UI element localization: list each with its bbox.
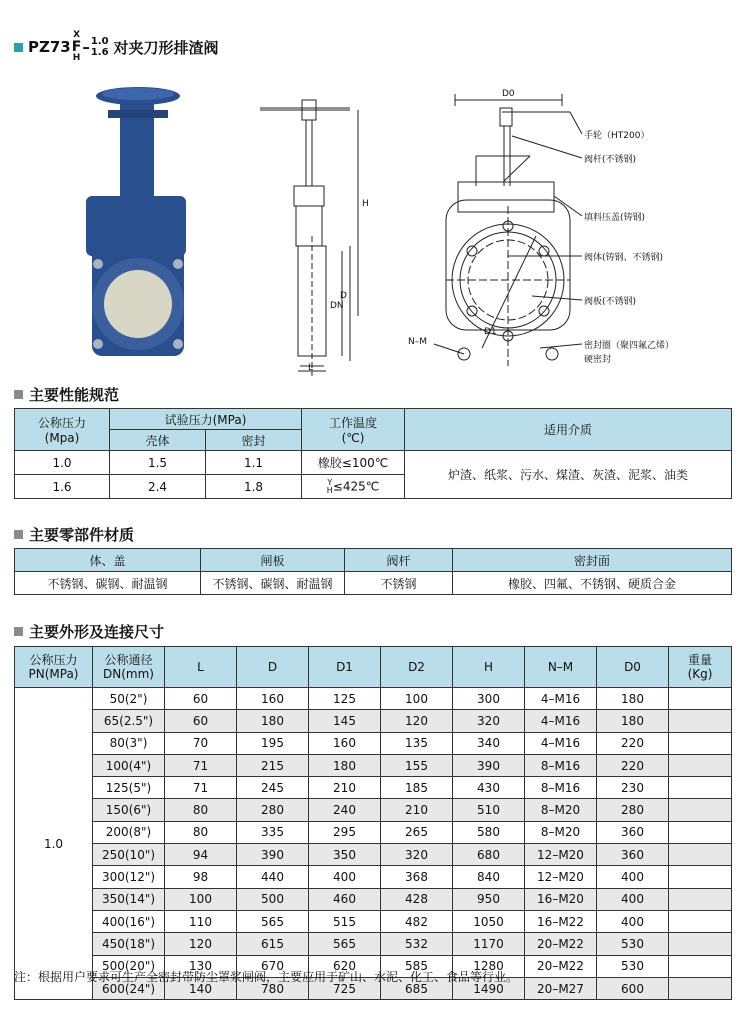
header-test-pressure: 试验压力(MPa) [110,409,302,430]
table-cell: 400 [597,888,669,910]
table-cell [669,844,732,866]
table-cell: 400 [597,910,669,932]
table-cell: 500 [237,888,309,910]
table-row: 1.0 1.5 1.1 橡胶≤100℃ 炉渣、纸浆、污水、煤渣、灰渣、泥浆、油类 [15,451,732,475]
header-col: D0 [597,647,669,688]
table-cell: 125 [309,688,381,710]
table-cell: 300(12") [93,866,165,888]
table-cell [669,888,732,910]
table-cell [669,754,732,776]
table-cell: 360 [597,844,669,866]
table-cell: 180 [237,710,309,732]
pn-cell: 1.0 [15,688,93,1000]
table-cell: 615 [237,933,309,955]
table-cell: 280 [597,799,669,821]
table-cell [669,866,732,888]
table-cell: 80 [165,799,237,821]
table-cell: 4–M16 [525,688,597,710]
table-cell [669,821,732,843]
table-row: 1.6 2.4 1.8 Y H ≤425℃ [15,475,732,499]
table-cell: 20–M22 [525,955,597,977]
header-col: H [453,647,525,688]
section-performance-title: 主要性能规范 [14,384,119,405]
performance-table [14,408,732,499]
model-number: PZ73 X F H – 1.0 1.6 [28,30,109,63]
table-cell: 1280 [453,955,525,977]
table-cell: 210 [309,777,381,799]
table-row [15,844,732,866]
footnote: 注：根据用户要求可生产全密封带防尘罩浆闸阀，主要应用于矿山、水泥、化工、食品等行业。 [14,970,519,984]
header-col: D1 [309,647,381,688]
table-cell: 210 [381,799,453,821]
table-cell: 130 [165,955,237,977]
table-cell: 65(2.5") [93,710,165,732]
table-cell: 460 [309,888,381,910]
table-cell: 515 [309,910,381,932]
table-cell: 320 [381,844,453,866]
table-cell: 16–M22 [525,910,597,932]
page-title [14,30,219,64]
table-cell [669,777,732,799]
table-cell: 430 [453,777,525,799]
table-cell: 100 [165,888,237,910]
table-cell: 620 [309,955,381,977]
table-cell: 600(24") [93,977,165,999]
label-h: H [362,199,369,209]
table-cell: 400 [597,866,669,888]
table-row [15,933,732,955]
table-cell: 585 [381,955,453,977]
table-cell: 80(3") [93,732,165,754]
table-cell: 350 [309,844,381,866]
table-cell: 340 [453,732,525,754]
table-row [15,732,732,754]
table-row [15,777,732,799]
table-cell: 500(20") [93,955,165,977]
table-row [15,866,732,888]
section-square-icon [14,390,23,399]
table-cell: 60 [165,710,237,732]
label-d1: D1 [484,327,497,337]
table-cell: 155 [381,754,453,776]
table-cell [669,933,732,955]
table-cell: 94 [165,844,237,866]
table-cell: 120 [165,933,237,955]
table-cell: 450(18") [93,933,165,955]
table-cell: 12–M20 [525,866,597,888]
table-cell [669,732,732,754]
label-dn: DN [330,301,344,311]
header-temp: 工作温度 (℃) [302,409,405,451]
table-cell: 400(16") [93,910,165,932]
label-l: L [308,363,314,373]
header-col: D [237,647,309,688]
label-handwheel: 手轮（HT200） [584,131,650,141]
table-cell: 125(5") [93,777,165,799]
table-cell: 110 [165,910,237,932]
header-col: 公称通径 DN(mm) [93,647,165,688]
table-cell: 250(10") [93,844,165,866]
table-cell: 100 [381,688,453,710]
table-cell: 4–M16 [525,710,597,732]
table-cell: 220 [597,754,669,776]
table-cell: 20–M22 [525,933,597,955]
table-cell: 530 [597,933,669,955]
table-cell [669,710,732,732]
table-row [15,910,732,932]
technical-drawing [250,86,730,386]
header-col: 重量 (Kg) [669,647,732,688]
table-row [15,799,732,821]
table-cell [669,977,732,999]
table-cell: 265 [381,821,453,843]
label-d: D [340,291,347,301]
section-square-icon [14,627,23,636]
table-cell: 50(2") [93,688,165,710]
table-cell: 680 [453,844,525,866]
table-cell: 390 [237,844,309,866]
header-col: N–M [525,647,597,688]
table-cell: 60 [165,688,237,710]
label-d0: D0 [502,89,515,99]
table-cell: 840 [453,866,525,888]
table-cell: 150(6") [93,799,165,821]
table-cell: 510 [453,799,525,821]
table-cell: 8–M20 [525,799,597,821]
table-cell: 12–M20 [525,844,597,866]
table-cell: 670 [237,955,309,977]
table-cell: 200(8") [93,821,165,843]
table-cell: 160 [237,688,309,710]
table-cell: 1490 [453,977,525,999]
table-cell: 8–M16 [525,777,597,799]
section-dimensions-title: 主要外形及连接尺寸 [14,621,164,642]
label-gland: 填料压盖(铸钢) [584,213,646,223]
table-cell: 685 [381,977,453,999]
table-cell: 1170 [453,933,525,955]
section-materials-title: 主要零部件材质 [14,524,134,545]
table-cell: 565 [237,910,309,932]
table-cell: 140 [165,977,237,999]
table-row: 不锈钢、碳钢、耐温钢 不锈钢、碳钢、耐温钢 不锈钢 橡胶、四氟、不锈钢、硬质合金 [15,572,732,595]
table-cell: 565 [309,933,381,955]
table-cell: 145 [309,710,381,732]
label-plate: 阀板(不锈钢) [584,297,637,307]
table-row [15,710,732,732]
table-cell: 280 [237,799,309,821]
title-square-icon [14,43,23,52]
table-cell: 70 [165,732,237,754]
table-cell: 1050 [453,910,525,932]
table-row [15,821,732,843]
table-cell: 195 [237,732,309,754]
table-cell: 71 [165,754,237,776]
table-cell: 4–M16 [525,732,597,754]
table-cell: 120 [381,710,453,732]
table-cell [669,955,732,977]
label-nm: N–M [408,337,427,347]
table-cell [669,910,732,932]
table-cell: 320 [453,710,525,732]
table-cell: 240 [309,799,381,821]
table-cell: 135 [381,732,453,754]
label-stem: 阀杆(不锈钢) [584,155,637,165]
table-cell: 8–M16 [525,754,597,776]
product-name: 对夹刀形排渣阀 [113,38,219,57]
table-cell: 368 [381,866,453,888]
dimensions-table [14,646,732,1000]
table-cell: 428 [381,888,453,910]
header-pressure: 公称压力 (Mpa) [15,409,110,451]
materials-table: 体、盖 闸板 阀杆 密封面 不锈钢、碳钢、耐温钢 不锈钢、碳钢、耐温钢 不锈钢 橡胶、四氟、不锈钢、硬质合金 [14,548,732,595]
table-cell: 180 [309,754,381,776]
medium-cell: 炉渣、纸浆、污水、煤渣、灰渣、泥浆、油类 [405,451,732,499]
table-cell: 350(14") [93,888,165,910]
table-cell: 390 [453,754,525,776]
table-cell: 180 [597,688,669,710]
table-cell: 180 [597,710,669,732]
table-cell: 532 [381,933,453,955]
table-cell: 482 [381,910,453,932]
table-cell: 215 [237,754,309,776]
table-cell: 780 [237,977,309,999]
table-cell: 8–M20 [525,821,597,843]
header-col: L [165,647,237,688]
table-cell [669,799,732,821]
table-cell: 300 [453,688,525,710]
table-cell: 71 [165,777,237,799]
table-cell [669,688,732,710]
header-shell: 壳体 [110,430,206,451]
table-cell: 950 [453,888,525,910]
table-cell: 600 [597,977,669,999]
table-cell: 400 [309,866,381,888]
table-row [15,688,732,710]
header-medium: 适用介质 [405,409,732,451]
table-cell: 335 [237,821,309,843]
table-cell: 20–M27 [525,977,597,999]
table-cell: 98 [165,866,237,888]
table-cell: 295 [309,821,381,843]
table-cell: 80 [165,821,237,843]
table-cell: 16–M20 [525,888,597,910]
table-cell: 580 [453,821,525,843]
table-cell: 440 [237,866,309,888]
table-cell: 530 [597,955,669,977]
table-row [15,754,732,776]
label-seal-ring: 密封圈（聚四氟乙烯） [584,341,675,351]
label-body: 阀体(铸钢、不锈钢) [584,253,664,263]
table-cell: 360 [597,821,669,843]
table-cell: 185 [381,777,453,799]
table-cell: 725 [309,977,381,999]
table-cell: 245 [237,777,309,799]
header-col: 公称压力 PN(MPa) [15,647,93,688]
header-col: D2 [381,647,453,688]
label-hard-seal: 硬密封 [584,355,612,365]
valve-photo [78,86,196,376]
table-cell: 230 [597,777,669,799]
table-cell: 160 [309,732,381,754]
table-cell: 100(4") [93,754,165,776]
section-square-icon [14,530,23,539]
table-row [15,888,732,910]
table-cell: 220 [597,732,669,754]
header-seal: 密封 [206,430,302,451]
